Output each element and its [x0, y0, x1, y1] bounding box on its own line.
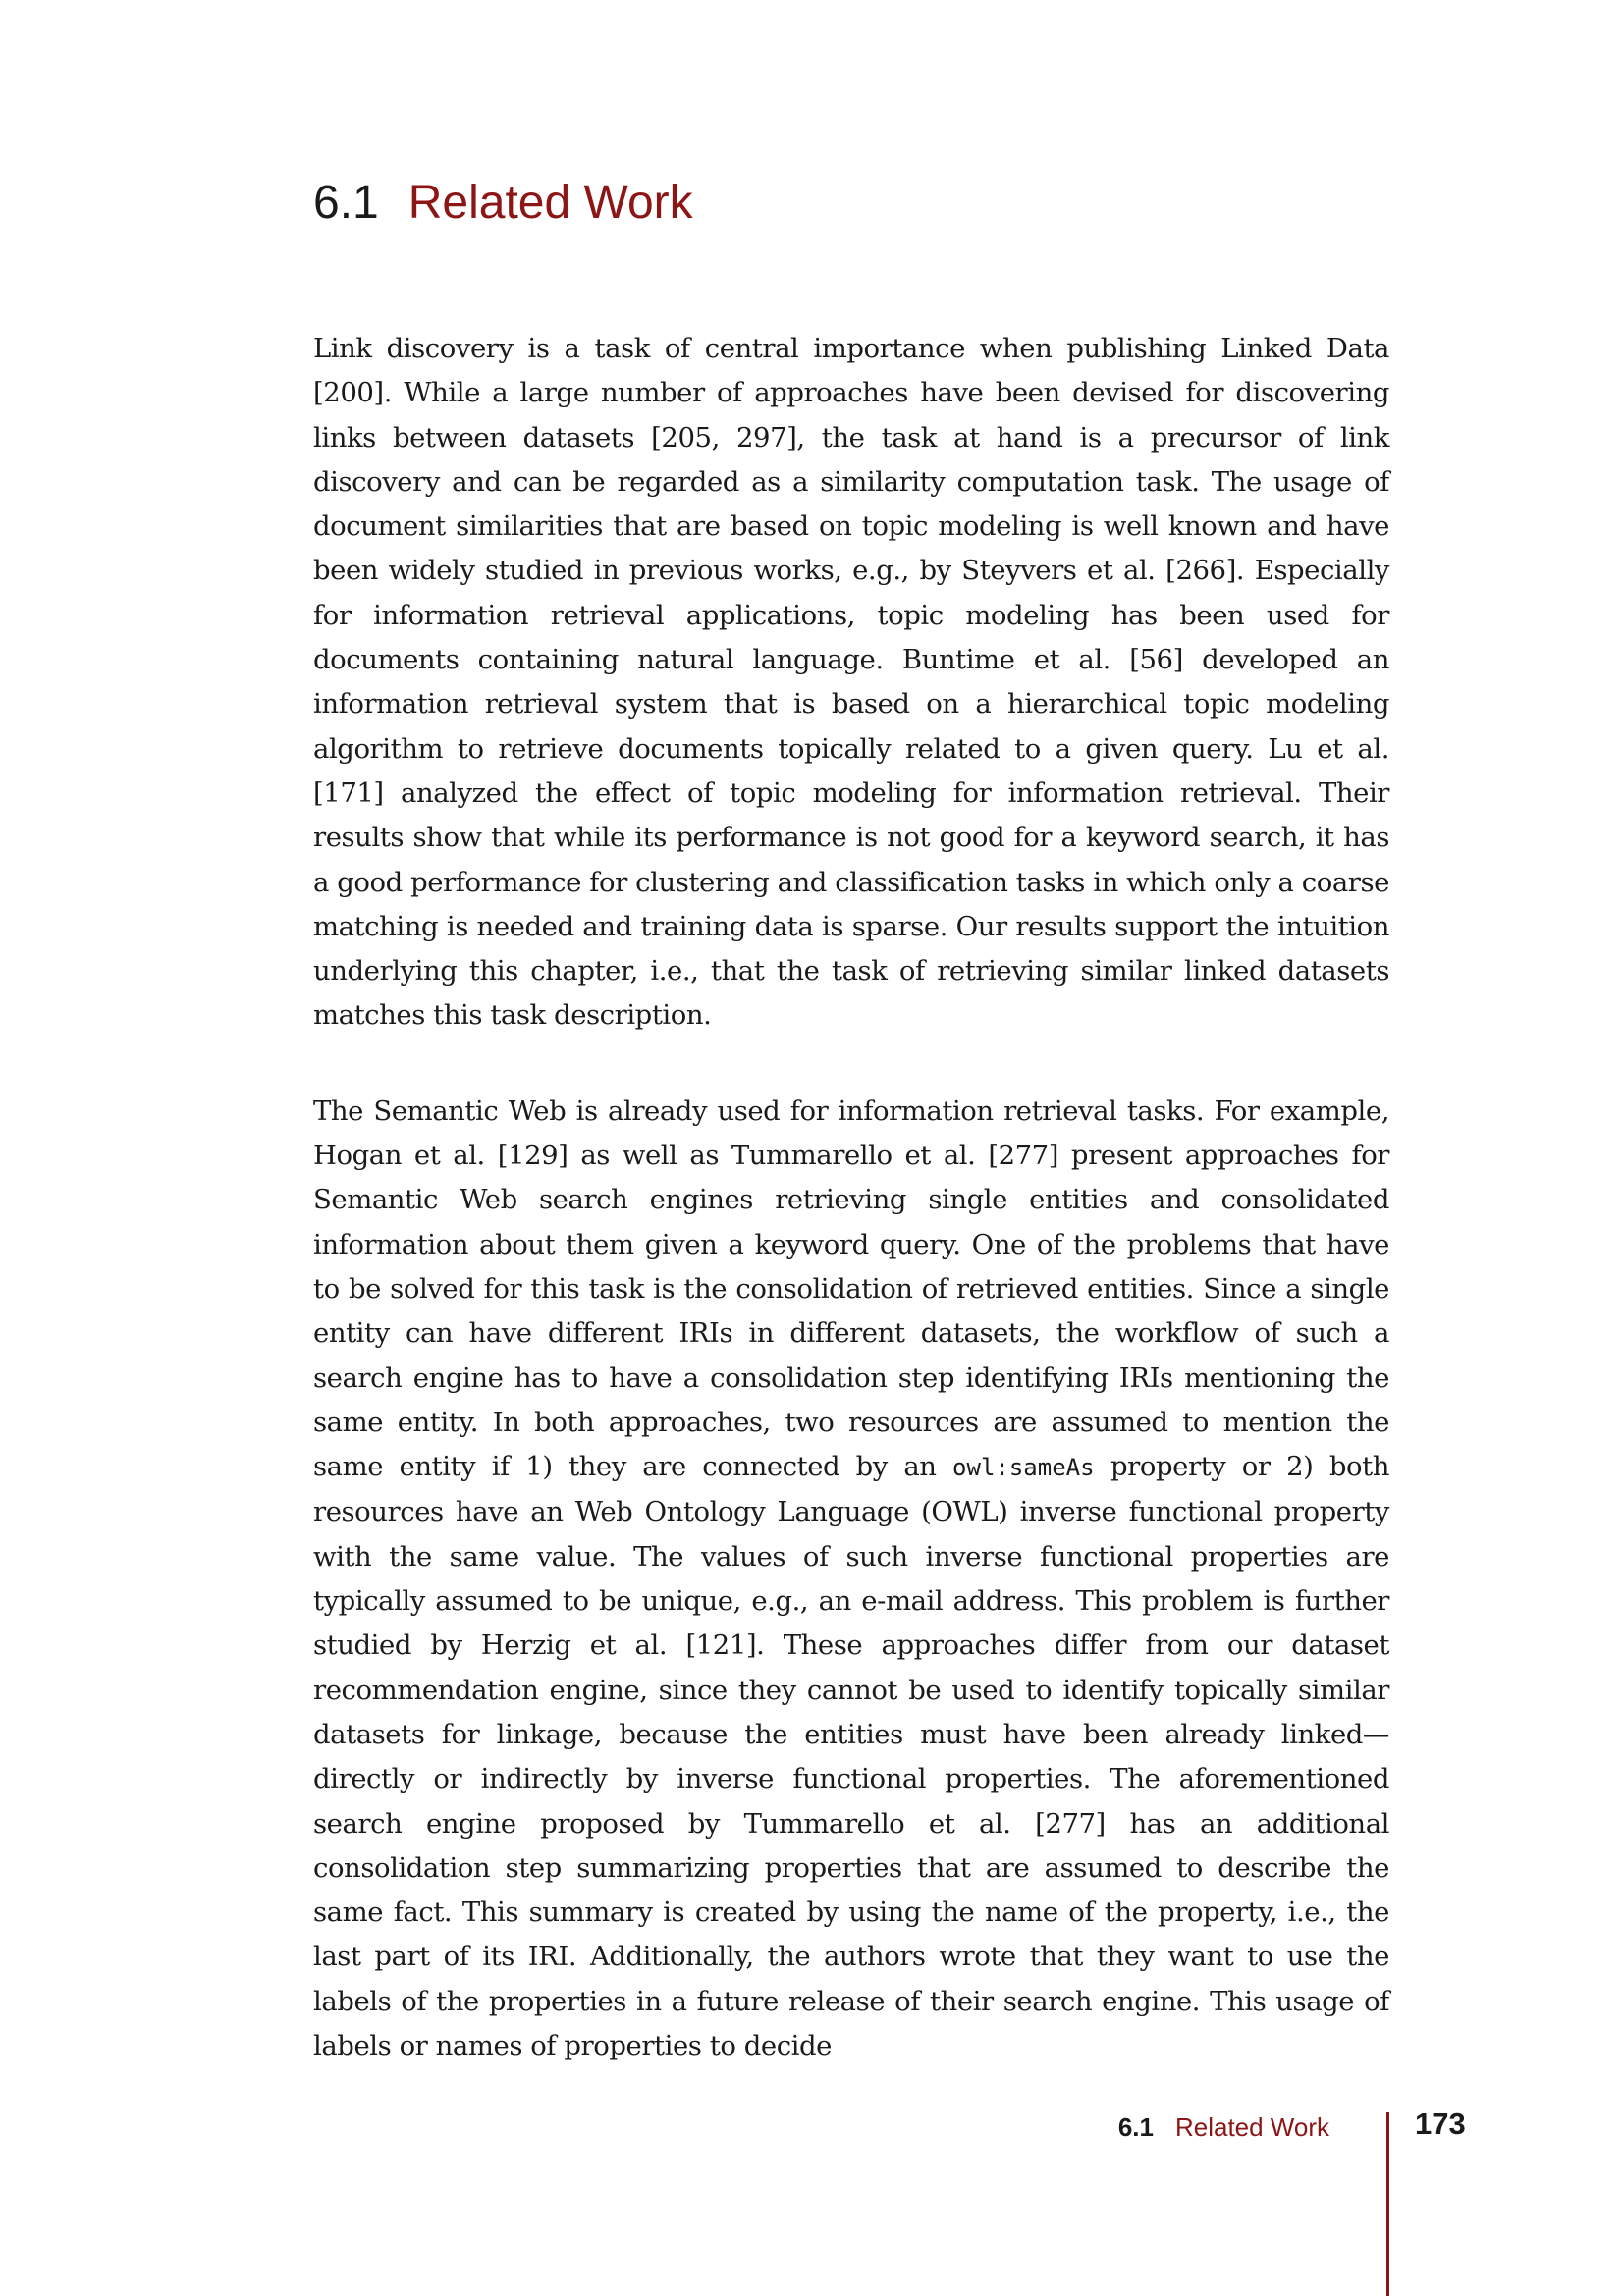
- section-title: Related Work: [407, 177, 693, 229]
- paragraph-semantic-web: [313, 1090, 1389, 2069]
- paragraph-text-before-code: The Semantic Web is already used for information retrieval tasks. For example, Hogan et al. [129] as well as Tummarello et al. [277] present approaches for Semantic Web search engines retrieving single entities and consolidated information about them given a keyword query. One of the problems that have to be solved for this task is the consolidation of retrieved entities. Since a single entity can have different IRIs in different datasets, the workflow of such a search engine has to have a consolidation step identifying IRIs mentioning the same entity. In both approaches, two resources are assumed to mention the same entity if 1) they are connected by an: [313, 1095, 1389, 1483]
- paragraph-link-discovery: Link discovery is a task of central importance when publishing Linked Data [200]. While a large number of approaches have been devised for discovering links between datasets [205, 297], the task at hand is a precursor of link discovery and can be regarded as a similarity computation task. The usage of document similarities that are based on topic modeling is well known and have been widely studied in previous works, e.g., by Steyvers et al. [266]. Especially for information retrieval applications, topic modeling has been used for documents containing natural language. Buntime et al. [56] developed an information retrieval system that is based on a hierarchical topic modeling algorithm to retrieve documents topically related to a given query. Lu et al. [171] analyzed the effect of topic modeling for information retrieval. Their results show that while its performance is not good for a keyword search, it has a good performance for clustering and classification tasks in which only a coarse matching is needed and training data is sparse. Our results support the intuition underlying this chapter, i.e., that the task of retrieving similar linked datasets matches this task description.: [313, 333, 1389, 1032]
- inline-code-owl-sameas: owl:sameAs: [952, 1454, 1095, 1482]
- page-number: 173: [1415, 2107, 1466, 2141]
- paragraph-text-after-code: property or 2) both resources have an Web Ontology Language (OWL) inverse functional property with the same value. The values of such inverse functional properties are typically assumed to be unique, e.g., an e-mail address. This problem is further studied by Herzig et al. [121]. These approaches differ from our dataset recommendation engine, since they cannot be used to identify topically similar datasets for linkage, because the entities must have been already linked—directly or indirectly by inverse functional properties. The aforementioned search engine proposed by Tummarello et al. [277] has an additional consolidation step summarizing properties that are assumed to describe the same fact. This summary is created by using the name of the property, i.e., the last part of its IRI. Additionally, the authors wrote that they want to use the labels of the properties in a future release of their search engine. This usage of labels or names of properties to decide: [313, 1451, 1390, 2061]
- body-text: [313, 327, 1389, 2068]
- section-heading: [313, 175, 693, 232]
- footer-section-title: Related Work: [1174, 2112, 1329, 2142]
- footer-section-number: 6.1: [1117, 2112, 1154, 2142]
- running-footer: [1118, 2112, 1329, 2143]
- footer-vertical-rule: [1386, 2112, 1389, 2296]
- section-number: 6.1: [313, 177, 379, 229]
